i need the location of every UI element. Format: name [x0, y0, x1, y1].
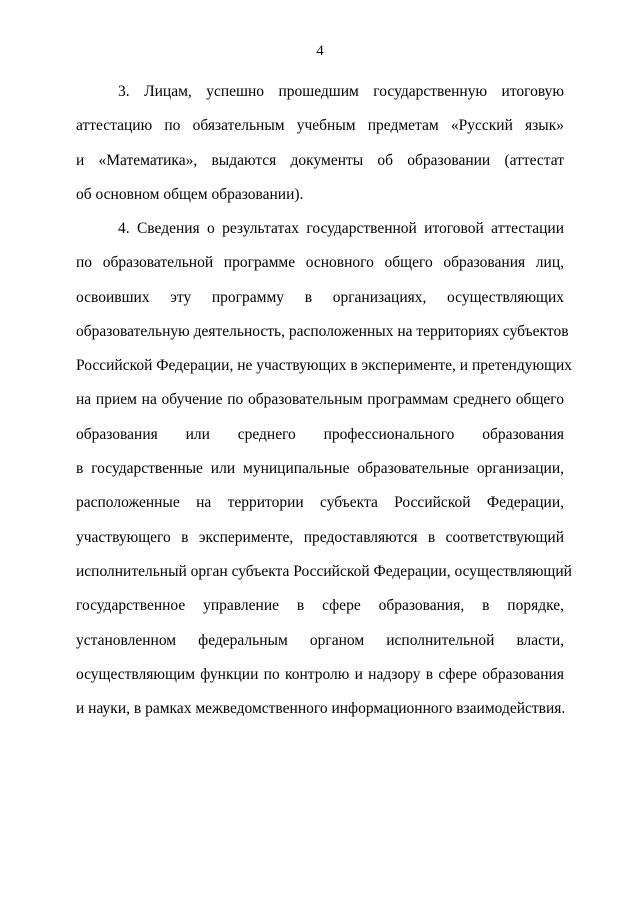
text-line: на прием на обучение по образовательным программам среднего общего	[76, 391, 564, 409]
text-line: исполнительный орган субъекта Российской Федерации, осуществляющий	[76, 562, 572, 580]
paragraph-4	[76, 212, 573, 726]
text-line: осуществляющим функции по контролю и надзору в сфере образования	[76, 665, 564, 683]
text-line: Российской Федерации, не участвующих в эксперименте, и претендующих	[76, 357, 573, 375]
text-line: в государственные или муниципальные образовательные организации,	[76, 460, 564, 478]
paragraph-3	[76, 75, 564, 212]
text-line: об основном общем образовании).	[76, 185, 304, 203]
text-line: образования или среднего профессионального образования	[76, 425, 564, 443]
text-line: аттестацию по обязательным учебным предметам «Русский язык»	[76, 117, 564, 135]
page-number: 4	[316, 43, 324, 59]
text-line: государственное управление в сфере образования, в порядке,	[76, 597, 564, 615]
text-line: образовательную деятельность, расположенных на территориях субъектов	[76, 322, 569, 340]
text-line: участвующего в эксперименте, предоставляются в соответствующий	[76, 528, 564, 546]
text-line: освоивших эту программу в организациях, осуществляющих	[76, 288, 564, 306]
text-line: расположенные на территории субъекта Российской Федерации,	[76, 494, 564, 512]
text-line: и науки, в рамках межведомственного информационного взаимодействия.	[76, 700, 566, 718]
text-line: и «Математика», выдаются документы об образовании (аттестат	[76, 151, 564, 169]
text-line: по образовательной программе основного общего образования лиц,	[76, 254, 564, 272]
text-line: 4. Сведения о результатах государственной итоговой аттестации	[118, 220, 564, 237]
text-line: установленном федеральным органом исполнительной власти,	[76, 631, 564, 649]
text-line: 3. Лицам, успешно прошедшим государственную итоговую	[118, 83, 564, 100]
